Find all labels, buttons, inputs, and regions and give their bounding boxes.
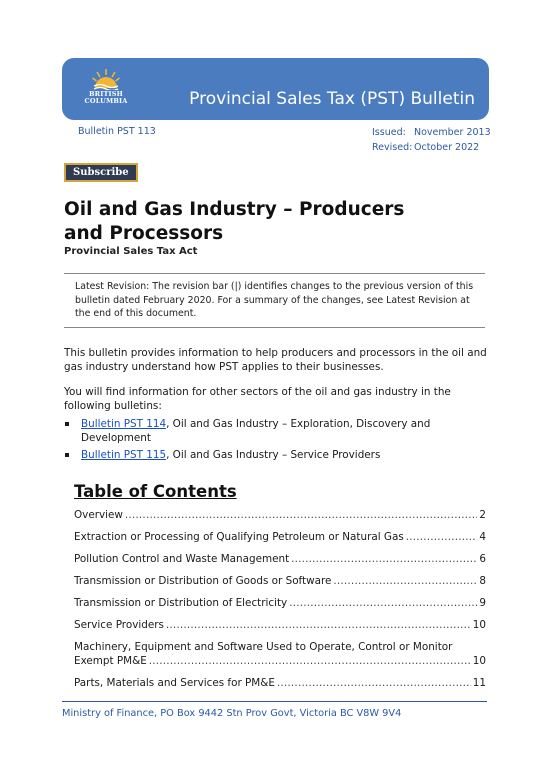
toc-page-number: 11 <box>472 677 486 689</box>
toc-page-number: 6 <box>479 553 486 565</box>
issued-label: Issued: <box>372 127 406 138</box>
toc-entry-text: Extraction or Processing of Qualifying Petroleum or Natural Gas <box>74 531 404 543</box>
toc-entry-text: Service Providers <box>74 619 164 631</box>
toc-leader <box>406 530 478 544</box>
list-item-text: , Oil and Gas Industry – Service Providers <box>166 449 381 462</box>
toc-page-number: 9 <box>479 597 486 609</box>
sun-icon <box>92 68 120 90</box>
revised-value: October 2022 <box>414 141 480 153</box>
toc-entry-electricity[interactable] <box>74 596 486 610</box>
toc-leader <box>277 676 471 690</box>
toc-leader <box>125 508 477 522</box>
toc-page-number: 8 <box>479 575 486 587</box>
toc-entry-line-2 <box>74 654 486 668</box>
issued-value: November 2013 <box>414 127 491 138</box>
other-sectors-paragraph: You will find information for other sectors of the oil and gas industry in the following bulletins: <box>64 386 451 413</box>
logo-line-2: COLUMBIA <box>84 97 128 105</box>
bc-logo <box>76 66 136 114</box>
toc-entry-text-continued: Exempt PM&E <box>74 655 147 667</box>
logo-wordmark <box>78 91 134 105</box>
related-bulletins-list <box>64 417 494 466</box>
toc-entry-text: Overview <box>74 509 123 521</box>
toc-entry-parts-materials[interactable] <box>74 676 486 690</box>
toc-entry-extraction[interactable] <box>74 530 486 544</box>
bulletin-number: Bulletin PST 113 <box>78 126 156 137</box>
table-of-contents <box>74 508 486 698</box>
toc-entry-machinery-equipment[interactable] <box>74 640 486 668</box>
header-band <box>62 58 489 120</box>
toc-heading: Table of Contents <box>74 482 237 501</box>
toc-entry-text: Parts, Materials and Services for PM&E <box>74 677 275 689</box>
issued-row <box>372 126 491 141</box>
header-title: Provincial Sales Tax (PST) Bulletin <box>189 89 475 109</box>
revised-row <box>372 141 491 156</box>
bulletin-dates <box>372 126 491 155</box>
bullet-icon <box>65 453 69 457</box>
toc-page-number: 10 <box>472 655 486 667</box>
toc-page-number: 2 <box>479 509 486 521</box>
toc-entry-overview[interactable] <box>74 508 486 522</box>
list-item <box>64 448 494 462</box>
toc-entry-text: Transmission or Distribution of Goods or Software <box>74 575 332 587</box>
toc-page-number: 4 <box>479 531 486 543</box>
act-name: Provincial Sales Tax Act <box>64 246 198 257</box>
footer-divider <box>62 701 487 702</box>
list-item-text: , Oil and Gas Industry – Exploration, Discovery and Development <box>81 418 431 445</box>
toc-entry-text: Pollution Control and Waste Management <box>74 553 290 565</box>
toc-entry-goods-software[interactable] <box>74 574 486 588</box>
bullet-icon <box>65 422 69 426</box>
list-item <box>64 417 494 445</box>
toc-entry-text: Machinery, Equipment and Software Used to Operate, Control or Monitor <box>74 641 453 653</box>
intro-paragraph: This bulletin provides information to help producers and processors in the oil and gas industry understand how PST applies to their businesses. <box>64 347 487 374</box>
toc-entry-pollution-control[interactable] <box>74 552 486 566</box>
document-title: Oil and Gas Industry – Producers and Processors <box>64 199 405 244</box>
footer-address: Ministry of Finance, PO Box 9442 Stn Prov Govt, Victoria BC V8W 9V4 <box>62 708 402 719</box>
toc-leader <box>166 618 471 632</box>
subscribe-button[interactable]: Subscribe <box>64 163 138 182</box>
toc-leader <box>291 552 477 566</box>
revision-note-text: Latest Revision: The revision bar (|) identifies changes to the previous version of this bulletin dated February 2020. For a summary of the changes, see Latest Revision at the end of this document. <box>75 281 474 320</box>
revised-label: Revised: <box>372 141 413 153</box>
revision-notice <box>64 273 485 328</box>
toc-leader <box>333 574 477 588</box>
toc-entry-text: Transmission or Distribution of Electricity <box>74 597 288 609</box>
bulletin-pst-115-link[interactable]: Bulletin PST 115 <box>81 449 167 462</box>
toc-entry-service-providers[interactable] <box>74 618 486 632</box>
toc-leader <box>149 654 471 668</box>
logo-line-1: BRITISH <box>88 90 124 98</box>
toc-leader <box>289 596 477 610</box>
bulletin-pst-114-link[interactable]: Bulletin PST 114 <box>81 418 167 430</box>
toc-page-number: 10 <box>472 619 486 631</box>
